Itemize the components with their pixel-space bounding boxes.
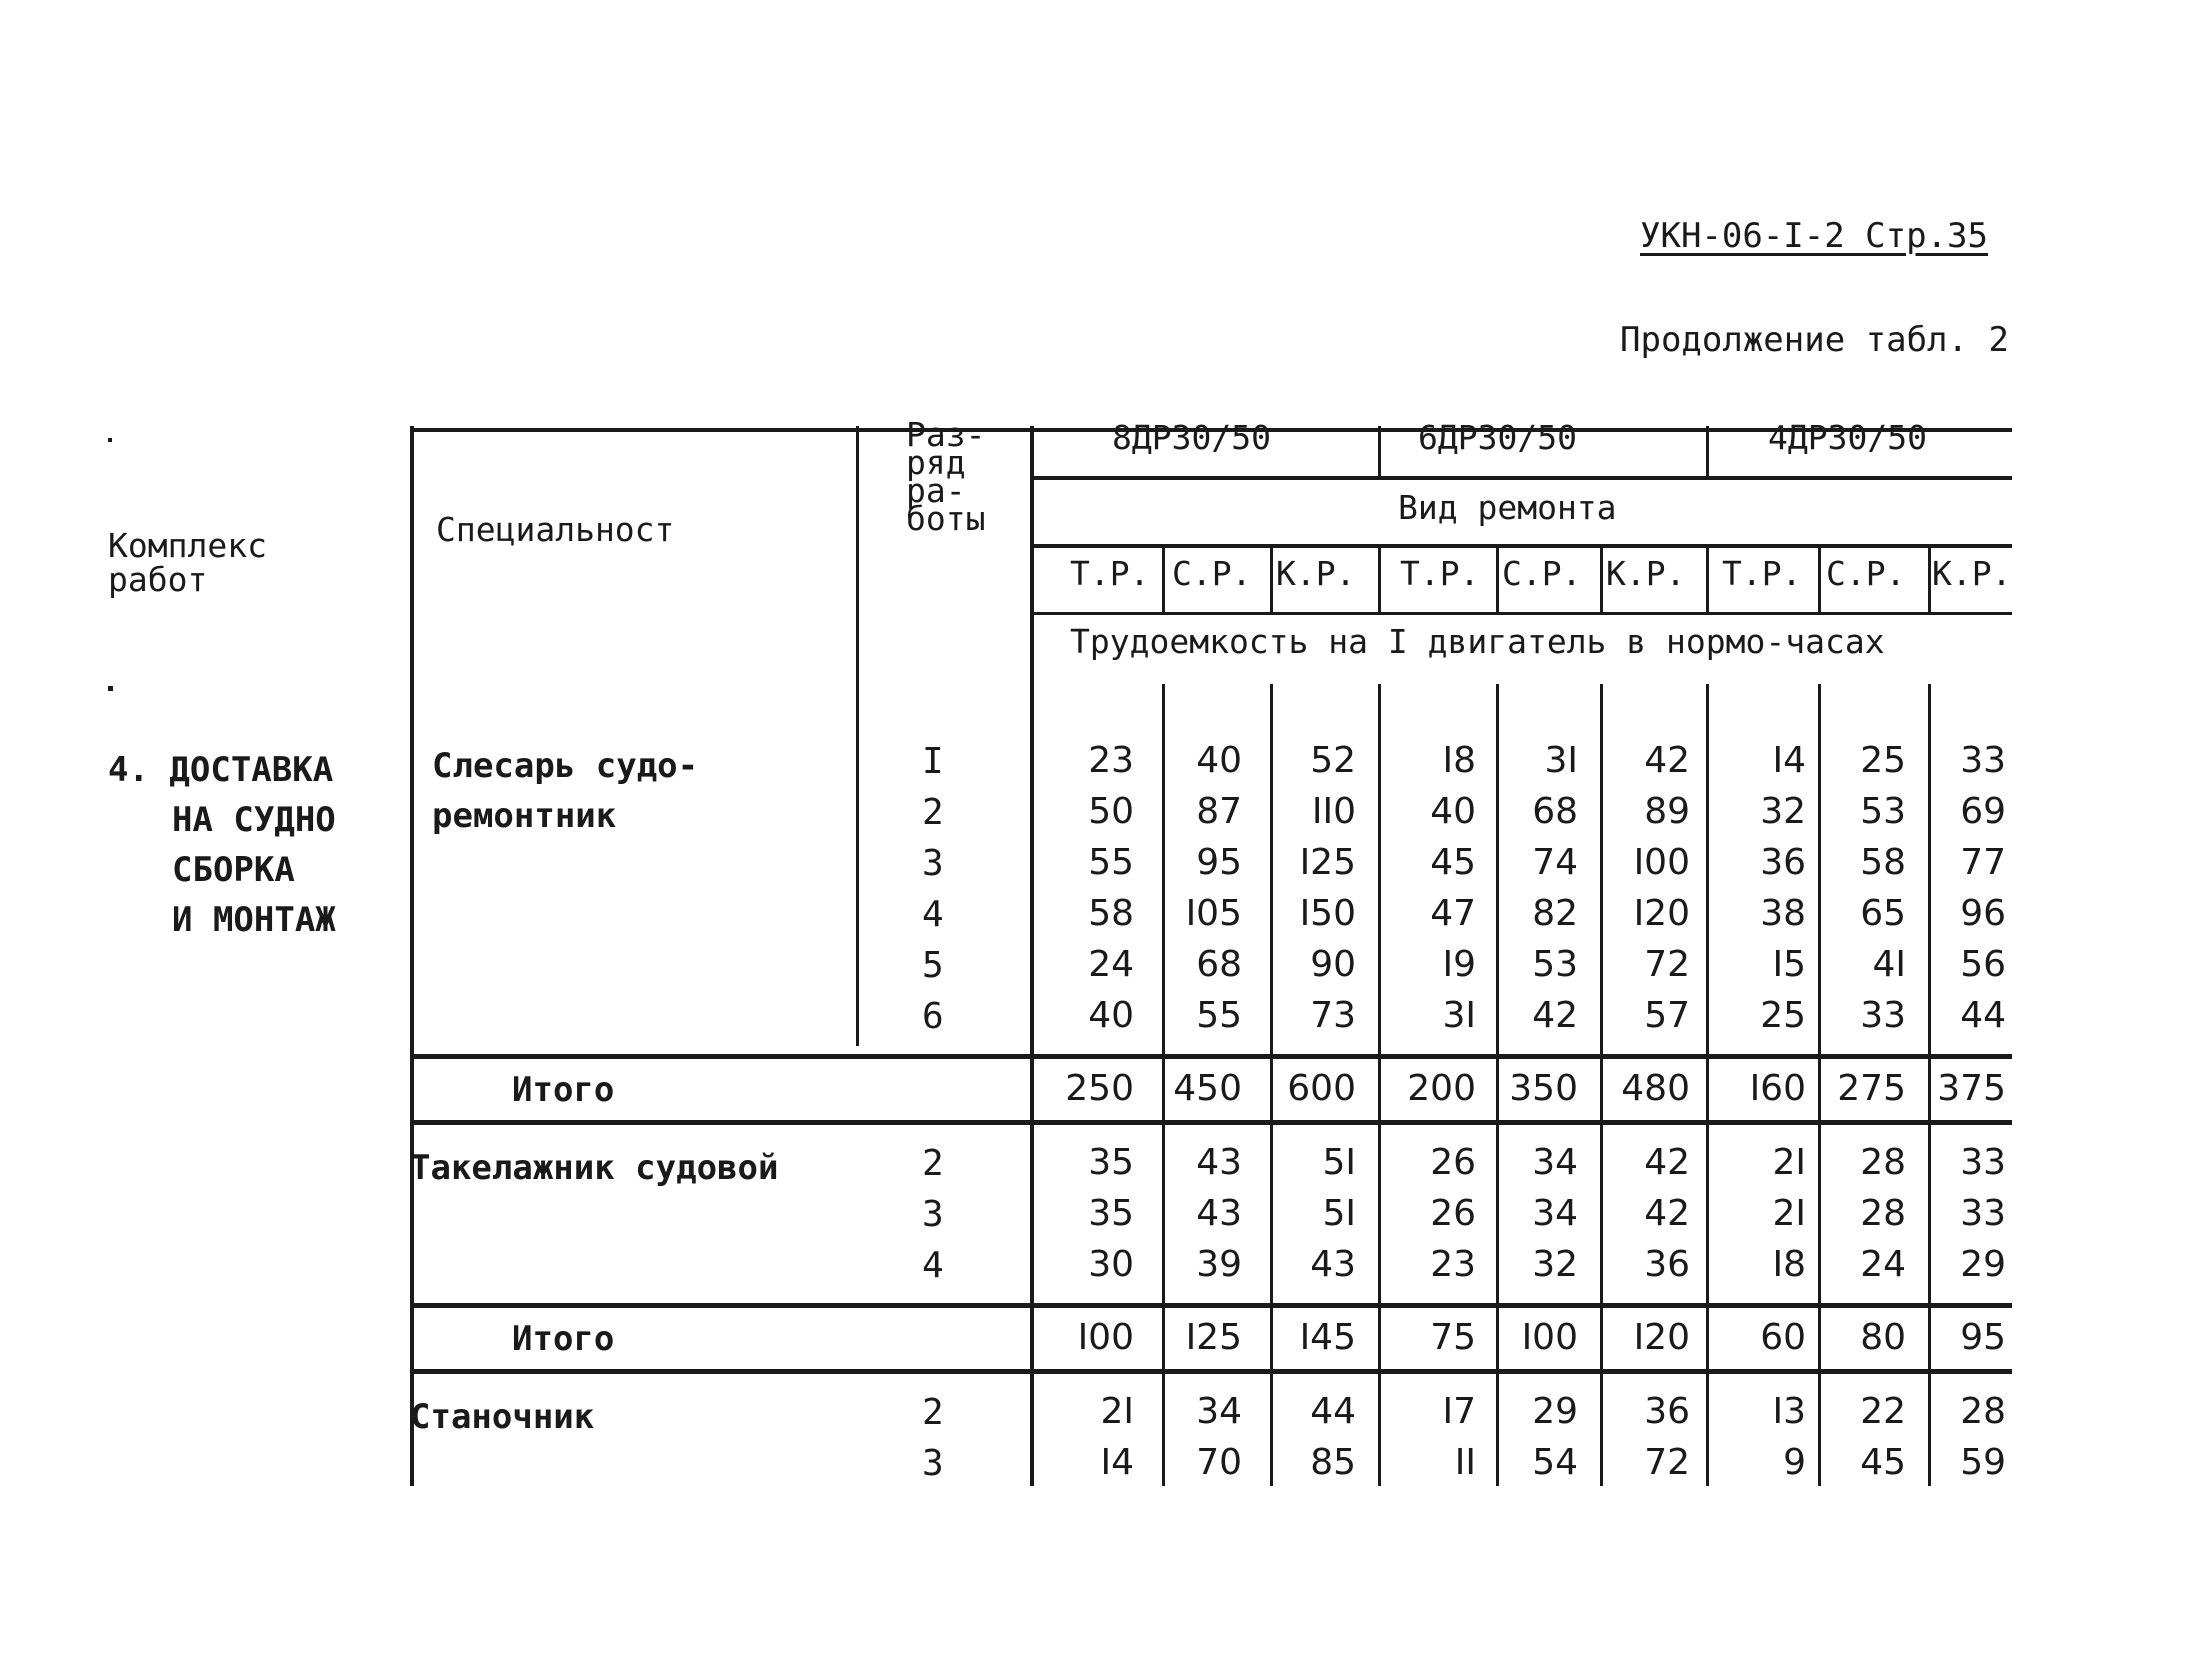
grade-header: боты bbox=[906, 499, 986, 538]
value-cell: 58 bbox=[1088, 893, 1134, 934]
col-divider bbox=[1600, 684, 1603, 1486]
col-divider bbox=[1270, 684, 1273, 1486]
total-row-bottom-rule bbox=[410, 1369, 2012, 1374]
repair-kind-header: С.Р. bbox=[1826, 554, 1906, 593]
value-cell: 36 bbox=[1760, 842, 1806, 883]
total-cell: I45 bbox=[1299, 1317, 1356, 1358]
value-cell: I8 bbox=[1772, 1244, 1806, 1285]
col-divider bbox=[1378, 426, 1381, 476]
value-cell: 24 bbox=[1088, 944, 1134, 985]
grade-cell: I bbox=[922, 741, 944, 782]
value-cell: 90 bbox=[1310, 944, 1356, 985]
value-cell: 26 bbox=[1430, 1142, 1476, 1183]
value-cell: 2I bbox=[1772, 1142, 1806, 1183]
total-cell: 80 bbox=[1860, 1317, 1906, 1358]
col-divider bbox=[1706, 426, 1709, 476]
value-cell: 29 bbox=[1960, 1244, 2006, 1285]
value-cell: 25 bbox=[1860, 740, 1906, 781]
value-cell: I7 bbox=[1442, 1391, 1476, 1432]
value-cell: 2I bbox=[1100, 1391, 1134, 1432]
repair-kind-header: К.Р. bbox=[1932, 554, 2012, 593]
value-cell: I20 bbox=[1633, 893, 1690, 934]
value-cell: II bbox=[1454, 1442, 1476, 1483]
value-cell: 3I bbox=[1544, 740, 1578, 781]
value-cell: 38 bbox=[1760, 893, 1806, 934]
value-cell: 33 bbox=[1960, 1193, 2006, 1234]
specialty-name: Слесарь судо- bbox=[432, 746, 699, 786]
total-cell: 250 bbox=[1065, 1068, 1134, 1109]
col-divider bbox=[1162, 684, 1165, 1486]
engine-header: 6ДР30/50 bbox=[1418, 418, 1577, 457]
col-divider bbox=[1496, 684, 1499, 1486]
total-cell: I20 bbox=[1633, 1317, 1690, 1358]
repair-kind-header: К.Р. bbox=[1276, 554, 1356, 593]
value-cell: 32 bbox=[1760, 791, 1806, 832]
grade-cell: 2 bbox=[922, 792, 944, 833]
repair-kind-header: Т.Р. bbox=[1722, 554, 1802, 593]
col-divider bbox=[1270, 544, 1273, 612]
value-cell: 53 bbox=[1860, 791, 1906, 832]
kinds-row-rule bbox=[1030, 612, 2012, 615]
total-row-top-rule bbox=[410, 1303, 2012, 1308]
grade-header: ра- bbox=[906, 471, 966, 510]
value-cell: 82 bbox=[1532, 893, 1578, 934]
grade-cell: 3 bbox=[922, 843, 944, 884]
engine-row-rule bbox=[1030, 476, 2012, 480]
value-cell: 23 bbox=[1088, 740, 1134, 781]
grade-cell: 4 bbox=[922, 1245, 944, 1286]
repair-kind-header: С.Р. bbox=[1502, 554, 1582, 593]
value-cell: 70 bbox=[1196, 1442, 1242, 1483]
value-cell: 4I bbox=[1872, 944, 1906, 985]
value-cell: 5I bbox=[1322, 1142, 1356, 1183]
total-cell: 95 bbox=[1960, 1317, 2006, 1358]
total-cell: 200 bbox=[1407, 1068, 1476, 1109]
value-cell: 58 bbox=[1860, 842, 1906, 883]
value-cell: 34 bbox=[1532, 1142, 1578, 1183]
value-cell: 73 bbox=[1310, 995, 1356, 1036]
page-reference: УКН-06-I-2 Стр.35 bbox=[1640, 216, 1988, 256]
total-row-top-rule bbox=[410, 1054, 2012, 1059]
labor-caption: Трудоемкость на I двигатель в нормо-часах bbox=[1070, 622, 1885, 661]
value-cell: 34 bbox=[1532, 1193, 1578, 1234]
total-cell: 75 bbox=[1430, 1317, 1476, 1358]
value-cell: 65 bbox=[1860, 893, 1906, 934]
grade-cell: 2 bbox=[922, 1143, 944, 1184]
total-cell: 275 bbox=[1837, 1068, 1906, 1109]
value-cell: 25 bbox=[1760, 995, 1806, 1036]
value-cell: 50 bbox=[1088, 791, 1134, 832]
col-divider bbox=[1496, 544, 1499, 612]
col-divider bbox=[1600, 544, 1603, 612]
col-divider bbox=[1030, 426, 1034, 1486]
total-cell: 60 bbox=[1760, 1317, 1806, 1358]
value-cell: 33 bbox=[1860, 995, 1906, 1036]
repair-kind-header: Т.Р. bbox=[1070, 554, 1150, 593]
col-divider bbox=[1706, 544, 1709, 612]
total-cell: I25 bbox=[1185, 1317, 1242, 1358]
complex-name-line: СБОРКА bbox=[172, 850, 295, 890]
total-label: Итого bbox=[512, 1070, 615, 1110]
value-cell: 54 bbox=[1532, 1442, 1578, 1483]
grade-header: ряд bbox=[906, 443, 966, 482]
value-cell: 53 bbox=[1532, 944, 1578, 985]
value-cell: 43 bbox=[1196, 1142, 1242, 1183]
value-cell: 26 bbox=[1430, 1193, 1476, 1234]
value-cell: 44 bbox=[1310, 1391, 1356, 1432]
complex-name-line: И МОНТАЖ bbox=[172, 900, 336, 940]
value-cell: 69 bbox=[1960, 791, 2006, 832]
value-cell: 24 bbox=[1860, 1244, 1906, 1285]
specialty-name: Такелажник судовой bbox=[410, 1148, 779, 1188]
value-cell: II0 bbox=[1311, 791, 1356, 832]
value-cell: 89 bbox=[1644, 791, 1690, 832]
value-cell: 72 bbox=[1644, 944, 1690, 985]
table-continuation-caption: Продолжение табл. 2 bbox=[1620, 320, 2009, 360]
value-cell: 42 bbox=[1644, 740, 1690, 781]
specialty-name: ремонтник bbox=[432, 796, 617, 836]
value-cell: 45 bbox=[1430, 842, 1476, 883]
value-cell: 52 bbox=[1310, 740, 1356, 781]
repair-type-header: Вид ремонта bbox=[1398, 488, 1617, 527]
value-cell: 47 bbox=[1430, 893, 1476, 934]
value-cell: 28 bbox=[1960, 1391, 2006, 1432]
value-cell: 28 bbox=[1860, 1142, 1906, 1183]
grade-cell: 3 bbox=[922, 1443, 944, 1484]
value-cell: 77 bbox=[1960, 842, 2006, 883]
value-cell: 55 bbox=[1196, 995, 1242, 1036]
value-cell: 34 bbox=[1196, 1391, 1242, 1432]
col-divider bbox=[1162, 544, 1165, 612]
value-cell: 43 bbox=[1310, 1244, 1356, 1285]
complex-name-line: НА СУДНО bbox=[172, 800, 336, 840]
repair-kind-header: Т.Р. bbox=[1400, 554, 1480, 593]
value-cell: 44 bbox=[1960, 995, 2006, 1036]
col-divider bbox=[856, 426, 859, 1046]
value-cell: 68 bbox=[1196, 944, 1242, 985]
col-divider bbox=[410, 426, 414, 1486]
value-cell: 59 bbox=[1960, 1442, 2006, 1483]
value-cell: 30 bbox=[1088, 1244, 1134, 1285]
value-cell: 35 bbox=[1088, 1193, 1134, 1234]
repair-row-rule bbox=[1030, 544, 2012, 548]
value-cell: 33 bbox=[1960, 1142, 2006, 1183]
value-cell: I05 bbox=[1185, 893, 1242, 934]
grade-cell: 5 bbox=[922, 945, 944, 986]
value-cell: 74 bbox=[1532, 842, 1578, 883]
value-cell: I00 bbox=[1633, 842, 1690, 883]
total-cell: I00 bbox=[1521, 1317, 1578, 1358]
value-cell: 43 bbox=[1196, 1193, 1242, 1234]
value-cell: 29 bbox=[1532, 1391, 1578, 1432]
value-cell: 42 bbox=[1532, 995, 1578, 1036]
value-cell: 42 bbox=[1644, 1193, 1690, 1234]
value-cell: 56 bbox=[1960, 944, 2006, 985]
total-cell: 375 bbox=[1937, 1068, 2006, 1109]
grade-cell: 2 bbox=[922, 1392, 944, 1433]
complex-name-line: 4. ДОСТАВКА bbox=[108, 750, 334, 790]
value-cell: 28 bbox=[1860, 1193, 1906, 1234]
header-top-rule bbox=[108, 438, 112, 442]
value-cell: 72 bbox=[1644, 1442, 1690, 1483]
value-cell: 57 bbox=[1644, 995, 1690, 1036]
value-cell: 95 bbox=[1196, 842, 1242, 883]
value-cell: 85 bbox=[1310, 1442, 1356, 1483]
value-cell: 40 bbox=[1088, 995, 1134, 1036]
value-cell: 96 bbox=[1960, 893, 2006, 934]
total-cell: I60 bbox=[1749, 1068, 1806, 1109]
value-cell: 36 bbox=[1644, 1391, 1690, 1432]
col-divider bbox=[1818, 544, 1821, 612]
value-cell: 39 bbox=[1196, 1244, 1242, 1285]
repair-kind-header: К.Р. bbox=[1606, 554, 1686, 593]
value-cell: 40 bbox=[1196, 740, 1242, 781]
value-cell: I50 bbox=[1299, 893, 1356, 934]
col-divider bbox=[1928, 684, 1931, 1486]
col-divider bbox=[1928, 544, 1931, 612]
value-cell: 35 bbox=[1088, 1142, 1134, 1183]
value-cell: I4 bbox=[1772, 740, 1806, 781]
value-cell: I5 bbox=[1772, 944, 1806, 985]
specialty-name: Станочник bbox=[410, 1397, 595, 1437]
value-cell: 45 bbox=[1860, 1442, 1906, 1483]
col-divider bbox=[1818, 684, 1821, 1486]
value-cell: I3 bbox=[1772, 1391, 1806, 1432]
value-cell: I9 bbox=[1442, 944, 1476, 985]
value-cell: I25 bbox=[1299, 842, 1356, 883]
header-bottom-rule bbox=[108, 686, 113, 691]
complex-header: Комплекс bbox=[108, 526, 267, 565]
total-cell: 600 bbox=[1287, 1068, 1356, 1109]
total-cell: 450 bbox=[1173, 1068, 1242, 1109]
value-cell: 68 bbox=[1532, 791, 1578, 832]
total-cell: I00 bbox=[1077, 1317, 1134, 1358]
engine-header: 4ДР30/50 bbox=[1768, 418, 1927, 457]
col-divider bbox=[1378, 544, 1381, 612]
total-row-bottom-rule bbox=[410, 1120, 2012, 1125]
value-cell: 23 bbox=[1430, 1244, 1476, 1285]
value-cell: 9 bbox=[1783, 1442, 1806, 1483]
total-cell: 480 bbox=[1621, 1068, 1690, 1109]
repair-kind-header: С.Р. bbox=[1172, 554, 1252, 593]
engine-header: 8ДР30/50 bbox=[1112, 418, 1271, 457]
grade-header: Раз- bbox=[906, 415, 986, 454]
grade-cell: 4 bbox=[922, 894, 944, 935]
grade-cell: 6 bbox=[922, 996, 944, 1037]
col-divider bbox=[1378, 684, 1381, 1486]
col-divider bbox=[1706, 684, 1709, 1486]
value-cell: 87 bbox=[1196, 791, 1242, 832]
value-cell: 42 bbox=[1644, 1142, 1690, 1183]
value-cell: 40 bbox=[1430, 791, 1476, 832]
specialty-header: Специальност bbox=[436, 510, 675, 549]
value-cell: 22 bbox=[1860, 1391, 1906, 1432]
total-cell: 350 bbox=[1509, 1068, 1578, 1109]
value-cell: 32 bbox=[1532, 1244, 1578, 1285]
value-cell: I8 bbox=[1442, 740, 1476, 781]
value-cell: 5I bbox=[1322, 1193, 1356, 1234]
value-cell: 36 bbox=[1644, 1244, 1690, 1285]
total-label: Итого bbox=[512, 1319, 615, 1359]
value-cell: 3I bbox=[1442, 995, 1476, 1036]
value-cell: 55 bbox=[1088, 842, 1134, 883]
value-cell: 33 bbox=[1960, 740, 2006, 781]
value-cell: 2I bbox=[1772, 1193, 1806, 1234]
grade-cell: 3 bbox=[922, 1194, 944, 1235]
complex-header: работ bbox=[108, 560, 208, 599]
value-cell: I4 bbox=[1100, 1442, 1134, 1483]
